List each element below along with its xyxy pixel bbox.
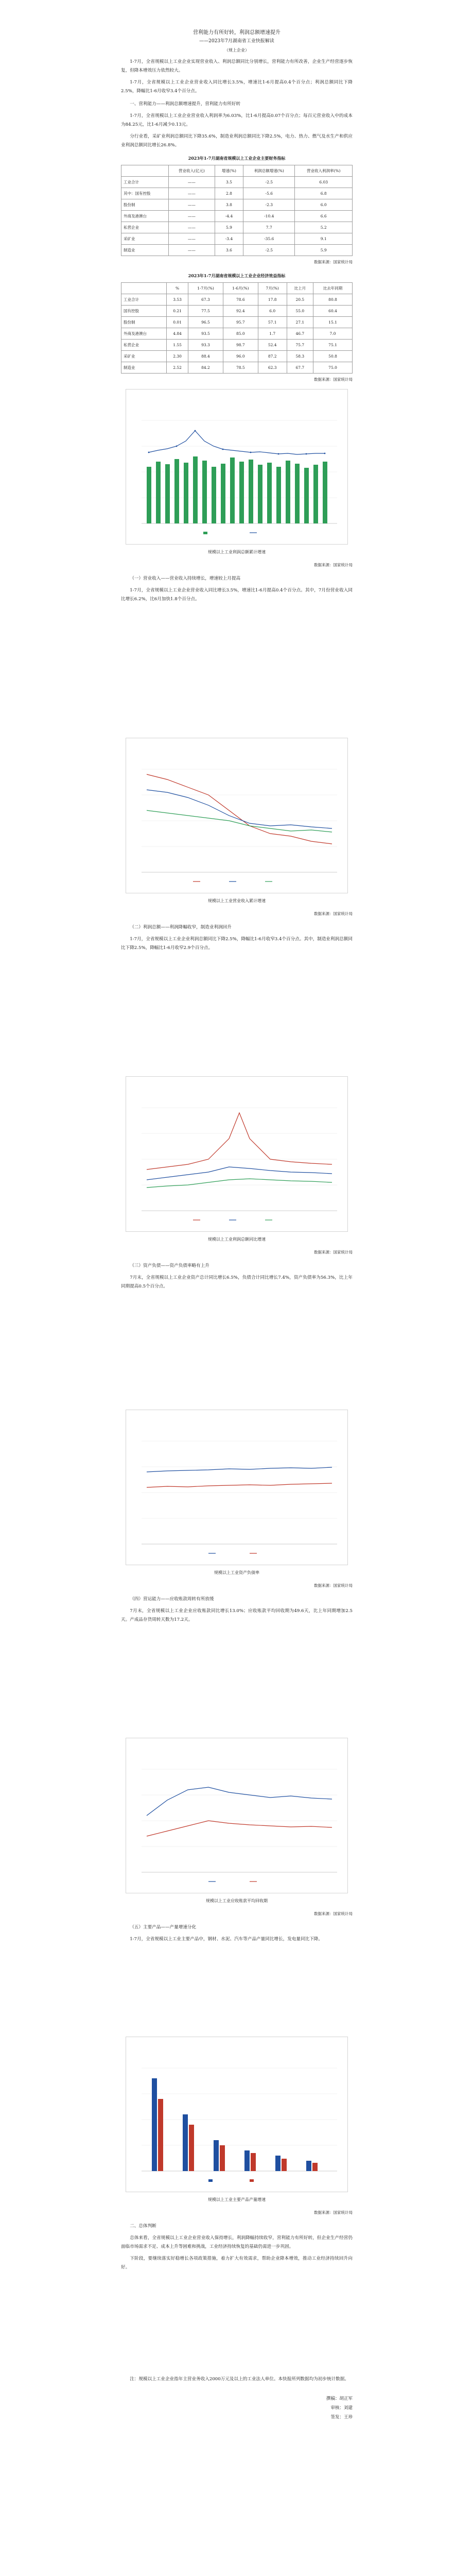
table-cell: —— xyxy=(169,211,215,222)
section-paragraph: 7月末，全省规模以上工业企业应收账款同比增长13.0%；应收账款平均回收期为49.6天，比上年同期增加2.5天。产成品存货周转天数为17.2天。 xyxy=(121,1608,353,1622)
table-cell: 58.3 xyxy=(287,351,313,362)
table-cell: —— xyxy=(169,177,215,188)
table-cell: 78.5 xyxy=(223,362,258,374)
table-cell: -4.4 xyxy=(215,211,243,222)
intro-paragraph: 1-7月，全省规模以上工业企业实现营业收入、利润总额同比分别增长，营利能力有所改善，企业生产经营逐步恢复，但降本增效压力依然较大。 xyxy=(121,59,353,73)
table-cell: 9.1 xyxy=(295,233,353,245)
table-cell: 工业合计 xyxy=(121,177,169,188)
figure-source: 数据来源：国家统计局 xyxy=(314,2210,353,2215)
figure-caption: 规模以上工业利润总额同比增速 xyxy=(208,1237,266,1242)
author-name: 胡正军 xyxy=(339,2396,353,2401)
table-cell: 制造业 xyxy=(121,245,169,256)
table-cell: 国有控股 xyxy=(121,306,167,317)
table-header-row xyxy=(121,165,353,177)
table-cell: 50.8 xyxy=(313,351,353,362)
table-cell: -3.4 xyxy=(215,233,243,245)
table-cell: 93.5 xyxy=(188,328,223,340)
table-row xyxy=(121,188,353,199)
product-output-bar-chart xyxy=(126,2037,348,2192)
table-cell: 5.9 xyxy=(295,245,353,256)
table-row xyxy=(121,245,353,256)
section-heading: （三）资产负债——资产负债率略有上升 xyxy=(130,1263,209,1268)
table-header-cell: 利润总额增速(%) xyxy=(243,165,295,177)
table-cell: 3.6 xyxy=(215,245,243,256)
table-cell: 采矿业 xyxy=(121,233,169,245)
profit-growth-combo-chart xyxy=(126,389,348,545)
table-cell: 1.7 xyxy=(258,328,287,340)
document-column xyxy=(121,28,353,2422)
table-cell: -2.5 xyxy=(243,177,295,188)
review-line xyxy=(121,2403,353,2413)
debt-ratio-line-chart xyxy=(126,1410,348,1565)
table-source: 数据来源：国家统计局 xyxy=(314,377,353,382)
receivables-line-chart xyxy=(126,1738,348,1893)
table-cell: 17.8 xyxy=(258,294,287,306)
section-paragraph: 1-7月，全省规模以上工业企业利润总额同比下降2.5%，降幅比1-6月收窄3.4个百分点。其中，制造业利润总额同比下降2.5%，降幅比1-6月收窄2.9个百分点。 xyxy=(121,937,353,951)
table-cell: —— xyxy=(169,188,215,199)
table-cell: 15.1 xyxy=(313,317,353,328)
table-cell: 2.30 xyxy=(167,351,188,362)
figure-source: 数据来源：国家统计局 xyxy=(314,1583,353,1588)
table-row xyxy=(121,233,353,245)
table-cell: 78.6 xyxy=(223,294,258,306)
financial-indicators-table xyxy=(121,165,353,256)
table-row xyxy=(121,222,353,233)
table-header-row xyxy=(121,283,353,294)
table-cell: 67.7 xyxy=(287,362,313,374)
document-subtitle: ——2023年7月湖南省工业快报解读 xyxy=(199,39,274,44)
table-caption: 2023年1-7月湖南省规模以上工业企业主要财务指标 xyxy=(188,156,286,161)
document-scope-note: （规上企业） xyxy=(224,48,249,53)
table-cell: 私营企业 xyxy=(121,222,169,233)
table-cell: 6.8 xyxy=(295,188,353,199)
issue-line xyxy=(121,2413,353,2422)
table-cell: 96.0 xyxy=(223,351,258,362)
issue-name: 王珍 xyxy=(343,2415,353,2420)
table-header-cell: % xyxy=(167,283,188,294)
table-cell: -5.6 xyxy=(243,188,295,199)
table-cell: —— xyxy=(169,245,215,256)
table-cell: 7.0 xyxy=(313,328,353,340)
revenue-growth-line-chart xyxy=(126,738,348,893)
table-cell: 87.2 xyxy=(258,351,287,362)
efficiency-indicators-table xyxy=(121,282,353,374)
table-cell: 20.5 xyxy=(287,294,313,306)
notes-paragraph: 注：规模以上工业企业指年主营业务收入2000万元及以上的工业法人单位。本快报所列数据均为初步统计数据。 xyxy=(130,2377,349,2382)
section-heading: （二）利润总额——利润降幅收窄，制造业利润回升 xyxy=(130,925,232,930)
table-cell: 制造业 xyxy=(121,362,167,374)
section-paragraph: 7月末，全省规模以上工业企业资产总计同比增长6.5%，负债合计同比增长7.4%，资产负债率为56.3%，比上年同期提高0.5个百分点。 xyxy=(121,1275,353,1289)
table-cell: -35.6 xyxy=(243,233,295,245)
table-row xyxy=(121,306,353,317)
review-label: 审核： xyxy=(330,2405,344,2411)
table-cell: 57.1 xyxy=(258,317,287,328)
figure-caption: 规模以上工业利润总额累计增速 xyxy=(208,550,266,554)
table-cell: 3.53 xyxy=(167,294,188,306)
table-row xyxy=(121,211,353,222)
table-cell: 外商及港澳台 xyxy=(121,328,167,340)
table-cell: 私营企业 xyxy=(121,340,167,351)
table-cell: 工业合计 xyxy=(121,294,167,306)
table-row xyxy=(121,340,353,351)
figure-source: 数据来源：国家统计局 xyxy=(314,563,353,567)
intro-paragraph: 1-7月，全省规模以上工业企业营业收入同比增长3.5%，增速比1-6月提高0.4个百分点；利润总额同比下降2.5%，降幅比1-6月收窄3.4个百分点。 xyxy=(121,80,353,94)
table-cell: 75.1 xyxy=(313,340,353,351)
table-cell: 85.0 xyxy=(223,328,258,340)
author-label: 撰稿： xyxy=(326,2396,340,2401)
table-cell: —— xyxy=(169,222,215,233)
signature-block xyxy=(121,2394,353,2422)
table-cell: 60.4 xyxy=(313,306,353,317)
table-row xyxy=(121,177,353,188)
profit-yoy-line-chart xyxy=(126,1076,348,1232)
section-heading: （五）主要产品——产量增速分化 xyxy=(130,1925,197,1930)
table-cell: 2.8 xyxy=(215,188,243,199)
table-source: 数据来源：国家统计局 xyxy=(314,260,353,264)
table-header-cell: 1-6月(%) xyxy=(223,283,258,294)
section-heading: （四）营运能力——应收账款周转有所放缓 xyxy=(130,1597,214,1602)
table-cell: 6.6 xyxy=(295,211,353,222)
table-row xyxy=(121,328,353,340)
table-cell: 6.0 xyxy=(258,306,287,317)
table-cell: 75.0 xyxy=(313,362,353,374)
figure-source: 数据来源：国家统计局 xyxy=(314,1250,353,1255)
section-heading: 二、总体判断 xyxy=(130,2224,156,2229)
table-cell: —— xyxy=(169,233,215,245)
table-header-cell: 比去年同期 xyxy=(313,283,353,294)
table-row xyxy=(121,294,353,306)
figure-source: 数据来源：国家统计局 xyxy=(314,1911,353,1916)
section-paragraph: 1-7月，全省规模以上工业企业营业收入利润率为6.03%，比1-6月提高0.07个百分点；每百元营业收入中的成本为84.25元，比1-6月减少0.13元。 xyxy=(121,113,353,127)
table-cell: 80.8 xyxy=(313,294,353,306)
section-paragraph: 下阶段，要继续落实好稳增长各项政策措施，着力扩大有效需求，帮助企业降本增效，推动工业经济持续回升向好。 xyxy=(121,2256,353,2270)
table-header-cell: 1-7月(%) xyxy=(188,283,223,294)
figure-caption: 规模以上工业应收账款平均回收期 xyxy=(206,1899,268,1903)
table-header-cell xyxy=(121,283,167,294)
table-cell: 62.3 xyxy=(258,362,287,374)
table-cell: 93.3 xyxy=(188,340,223,351)
table-cell: 5.2 xyxy=(295,222,353,233)
table-cell: 其中：国有控股 xyxy=(121,188,169,199)
table-cell: 0.21 xyxy=(167,306,188,317)
section-paragraph: 总体来看，全省规模以上工业企业营业收入保持增长，利润降幅持续收窄，营利能力有所好转，但企业生产经营仍面临市场需求不足、成本上升等困难和挑战，工业经济持续恢复的基础仍需进一步巩固。 xyxy=(121,2235,353,2249)
table-cell: 5.9 xyxy=(215,222,243,233)
section-paragraph: 分行业看，采矿业利润总额同比下降35.6%，制造业利润总额同比下降2.5%，电力、热力、燃气及水生产和供应业利润总额同比增长26.8%。 xyxy=(121,134,353,148)
table-cell: 3.5 xyxy=(215,177,243,188)
table-cell: 67.3 xyxy=(188,294,223,306)
table-row xyxy=(121,199,353,211)
table-cell: 1.55 xyxy=(167,340,188,351)
section-heading: （一）营业收入——营业收入持续增长，增速较上月提高 xyxy=(130,576,241,581)
table-header-cell: 比上月 xyxy=(287,283,313,294)
table-row xyxy=(121,351,353,362)
table-row xyxy=(121,317,353,328)
table-cell: -2.3 xyxy=(243,199,295,211)
table-caption: 2023年1-7月湖南省规模以上工业企业经济效益指标 xyxy=(188,273,286,278)
table-header-cell xyxy=(121,165,169,177)
section-paragraph: 1-7月，全省规模以上工业主要产品中，钢材、水泥、汽车等产品产量同比增长，发电量同比下降。 xyxy=(130,1937,323,1942)
table-cell: 6.03 xyxy=(295,177,353,188)
table-cell: 3.8 xyxy=(215,199,243,211)
table-cell: 采矿业 xyxy=(121,351,167,362)
table-cell: 55.0 xyxy=(287,306,313,317)
table-cell: 84.2 xyxy=(188,362,223,374)
table-cell: 75.7 xyxy=(287,340,313,351)
table-cell: 股份制 xyxy=(121,199,169,211)
table-cell: 27.1 xyxy=(287,317,313,328)
table-row xyxy=(121,362,353,374)
table-cell: 88.4 xyxy=(188,351,223,362)
figure-caption: 规模以上工业营业收入累计增速 xyxy=(208,899,266,903)
document-title: 营利能力有所好转，利润总额增速提升 xyxy=(193,30,281,36)
table-cell: 95.7 xyxy=(223,317,258,328)
section-heading: 一、营利能力——利润总额增速提升，营利能力有所好转 xyxy=(130,101,241,107)
table-cell: —— xyxy=(169,199,215,211)
table-cell: 股份制 xyxy=(121,317,167,328)
table-cell: 77.5 xyxy=(188,306,223,317)
table-cell: -2.5 xyxy=(243,245,295,256)
figure-source: 数据来源：国家统计局 xyxy=(314,911,353,916)
table-cell: 6.0 xyxy=(295,199,353,211)
table-cell: 7.7 xyxy=(243,222,295,233)
issue-label: 签发： xyxy=(330,2415,344,2420)
table-cell: 4.84 xyxy=(167,328,188,340)
review-name: 刘建 xyxy=(343,2405,353,2411)
table-cell: 52.4 xyxy=(258,340,287,351)
table-cell: 2.52 xyxy=(167,362,188,374)
figure-caption: 规模以上工业资产负债率 xyxy=(214,1570,259,1575)
table-cell: 46.7 xyxy=(287,328,313,340)
table-cell: 96.5 xyxy=(188,317,223,328)
table-header-cell: 增速(%) xyxy=(215,165,243,177)
table-cell: 外商及港澳台 xyxy=(121,211,169,222)
author-line xyxy=(121,2394,353,2403)
table-cell: -10.4 xyxy=(243,211,295,222)
table-header-cell: 7月(%) xyxy=(258,283,287,294)
table-cell: 92.4 xyxy=(223,306,258,317)
table-header-cell: 营业收入利润率(%) xyxy=(295,165,353,177)
figure-caption: 规模以上工业主要产品产量增速 xyxy=(208,2197,266,2202)
table-header-cell: 营业收入(亿元) xyxy=(169,165,215,177)
section-paragraph: 1-7月，全省规模以上工业企业营业收入同比增长3.5%，增速比1-6月提高0.4个百分点。其中，7月份营业收入同比增长6.2%，比6月加快1.8个百分点。 xyxy=(121,588,353,602)
table-cell: 0.01 xyxy=(167,317,188,328)
table-cell: 98.7 xyxy=(223,340,258,351)
